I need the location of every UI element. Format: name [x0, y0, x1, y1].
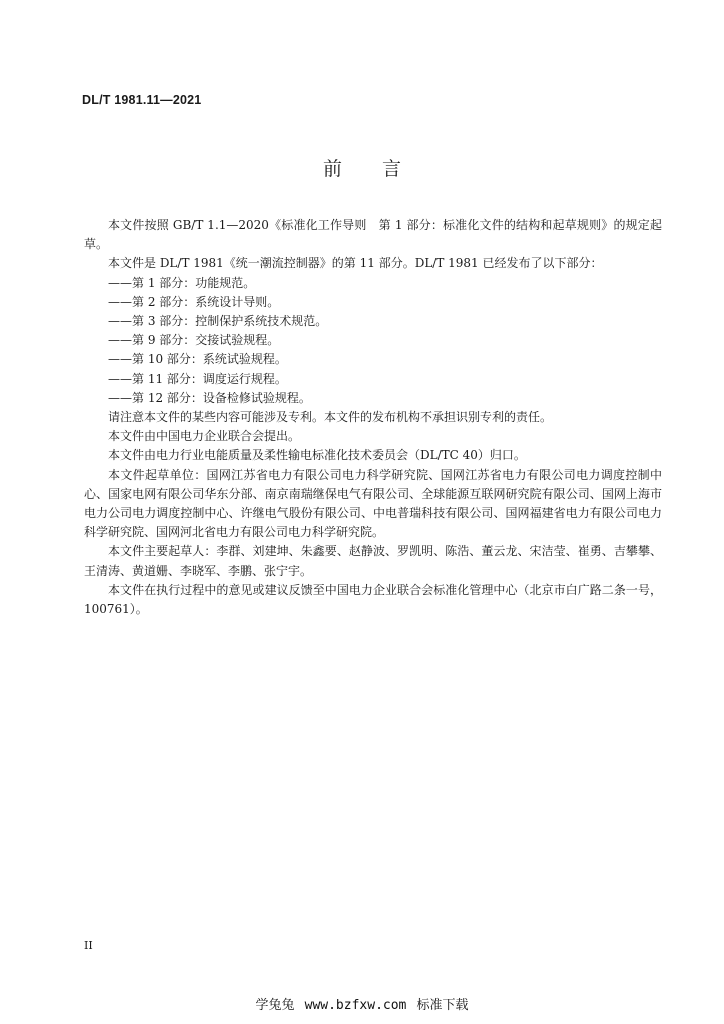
- parts-list: [84, 274, 662, 408]
- page-title: 前言: [322, 158, 441, 180]
- paragraph-series-intro: 本文件是 DL/T 1981《统一潮流控制器》的第 11 部分。DL/T 1981 已经发布了以下部分：: [108, 256, 603, 271]
- watermark-prefix: 学兔兔: [255, 998, 295, 1013]
- page-number: II: [84, 939, 93, 952]
- watermark-suffix: 标准下载: [416, 998, 469, 1013]
- paragraph-drafters: 本文件主要起草人：李群、刘建坤、朱鑫要、赵静波、罗凯明、陈浩、董云龙、宋洁莹、崔勇、吉攀攀、王清涛、黄道姗、李晓军、李鹏、张宁宇。: [84, 544, 662, 578]
- list-item: ——第 9 部分：交接试验规程。: [108, 333, 280, 348]
- list-item: ——第 12 部分：设备检修试验规程。: [108, 390, 311, 405]
- list-item: ——第 10 部分：系统试验规程。: [108, 352, 287, 367]
- paragraph-feedback: 本文件在执行过程中的意见或建议反馈至中国电力企业联合会标准化管理中心（北京市白广路二条一号，100761）。: [84, 582, 662, 617]
- list-item: ——第 11 部分：调度运行规程。: [108, 371, 287, 386]
- list-item: ——第 2 部分：系统设计导则。: [108, 294, 280, 309]
- watermark-url[interactable]: www.bzfxw.com: [304, 998, 407, 1013]
- foreword-body: [84, 216, 662, 619]
- list-item: ——第 3 部分：控制保护系统技术规范。: [108, 314, 328, 329]
- paragraph-committee: 本文件由电力行业电能质量及柔性输电标准化技术委员会（DL/TC 40）归口。: [108, 448, 526, 463]
- document-code: DL/T 1981.11—2021: [82, 93, 202, 107]
- list-item: ——第 1 部分：功能规范。: [108, 275, 256, 290]
- watermark: [0, 994, 724, 1013]
- paragraph-drafting-rules: 本文件按照 GB/T 1.1—2020《标准化工作导则 第 1 部分：标准化文件的结构和起草规则》的规定起草。: [84, 218, 662, 252]
- paragraph-drafting-units: 本文件起草单位：国网江苏省电力有限公司电力科学研究院、国网江苏省电力有限公司电力调度控制中心、国家电网有限公司华东分部、南京南瑞继保电气有限公司、全球能源互联网研究院有限公司、国网上海市电力公司电力调度控制中心、许继电气股份有限公司、中电普瑞科技有限公司、国网福建省电力有限公司电力科学研究院、国网河北省电力有限公司电力科学研究院。: [84, 467, 662, 540]
- paragraph-patent-notice: 请注意本文件的某些内容可能涉及专利。本文件的发布机构不承担识别专利的责任。: [108, 410, 553, 425]
- paragraph-proposer: 本文件由中国电力企业联合会提出。: [108, 429, 301, 444]
